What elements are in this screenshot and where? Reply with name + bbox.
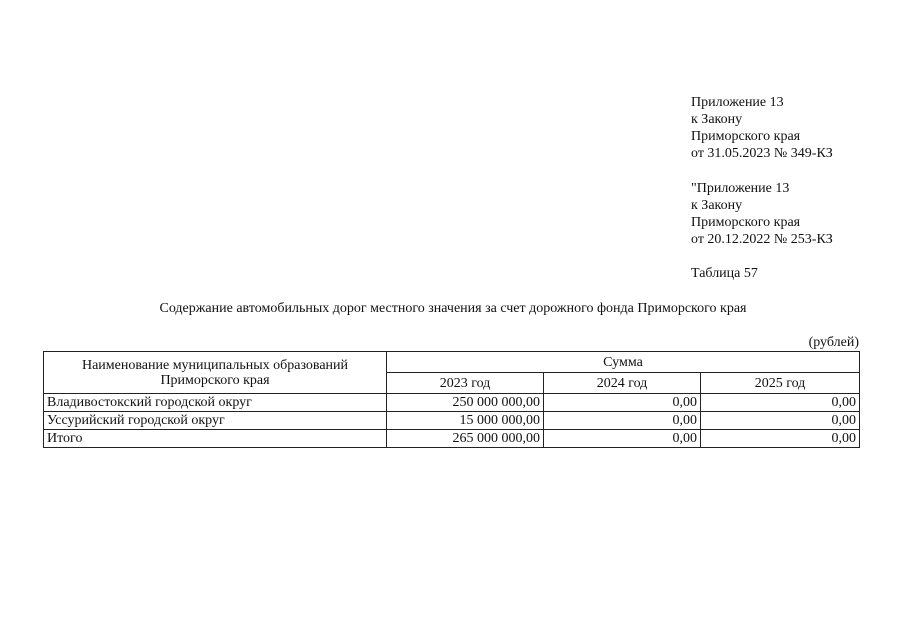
amount-2024: 0,00	[544, 412, 701, 430]
amount-2025: 0,00	[701, 394, 860, 412]
annex-line: Приложение 13	[691, 95, 784, 110]
header-name-line: Наименование муниципальных образований	[81, 357, 349, 373]
header-year-2024: 2024 год	[544, 373, 701, 394]
total-2025: 0,00	[701, 430, 860, 448]
amount-2025: 0,00	[701, 412, 860, 430]
header-name-line: Приморского края	[160, 372, 270, 388]
header-year-2025: 2025 год	[701, 373, 860, 394]
annex-line: "Приложение 13	[691, 181, 790, 196]
table-row	[44, 412, 860, 430]
annex-line: Приморского края	[691, 215, 801, 230]
units-label: (рублей)	[808, 335, 859, 350]
table-row	[44, 394, 860, 412]
annex-line: от 20.12.2022 № 253-КЗ	[691, 232, 833, 247]
annex-reference-original	[691, 180, 833, 248]
budget-table	[43, 351, 860, 448]
total-label: Итого	[44, 430, 387, 448]
annex-line: к Закону	[691, 198, 743, 213]
header-municipality	[44, 352, 387, 394]
municipality-name: Владивостокский городской округ	[44, 394, 387, 412]
annex-line: к Закону	[691, 112, 743, 127]
header-sum: Сумма	[387, 352, 860, 373]
document-title: Содержание автомобильных дорог местного значения за счет дорожного фонда Приморского края	[159, 301, 747, 316]
total-2024: 0,00	[544, 430, 701, 448]
header-year-2023: 2023 год	[387, 373, 544, 394]
table-number: Таблица 57	[691, 266, 758, 281]
table-total-row	[44, 430, 860, 448]
amount-2023: 15 000 000,00	[387, 412, 544, 430]
annex-line: от 31.05.2023 № 349-КЗ	[691, 146, 833, 161]
amount-2024: 0,00	[544, 394, 701, 412]
annex-reference-current	[691, 94, 833, 162]
municipality-name: Уссурийский городской округ	[44, 412, 387, 430]
amount-2023: 250 000 000,00	[387, 394, 544, 412]
annex-line: Приморского края	[691, 129, 801, 144]
total-2023: 265 000 000,00	[387, 430, 544, 448]
table-header-row	[44, 352, 860, 373]
